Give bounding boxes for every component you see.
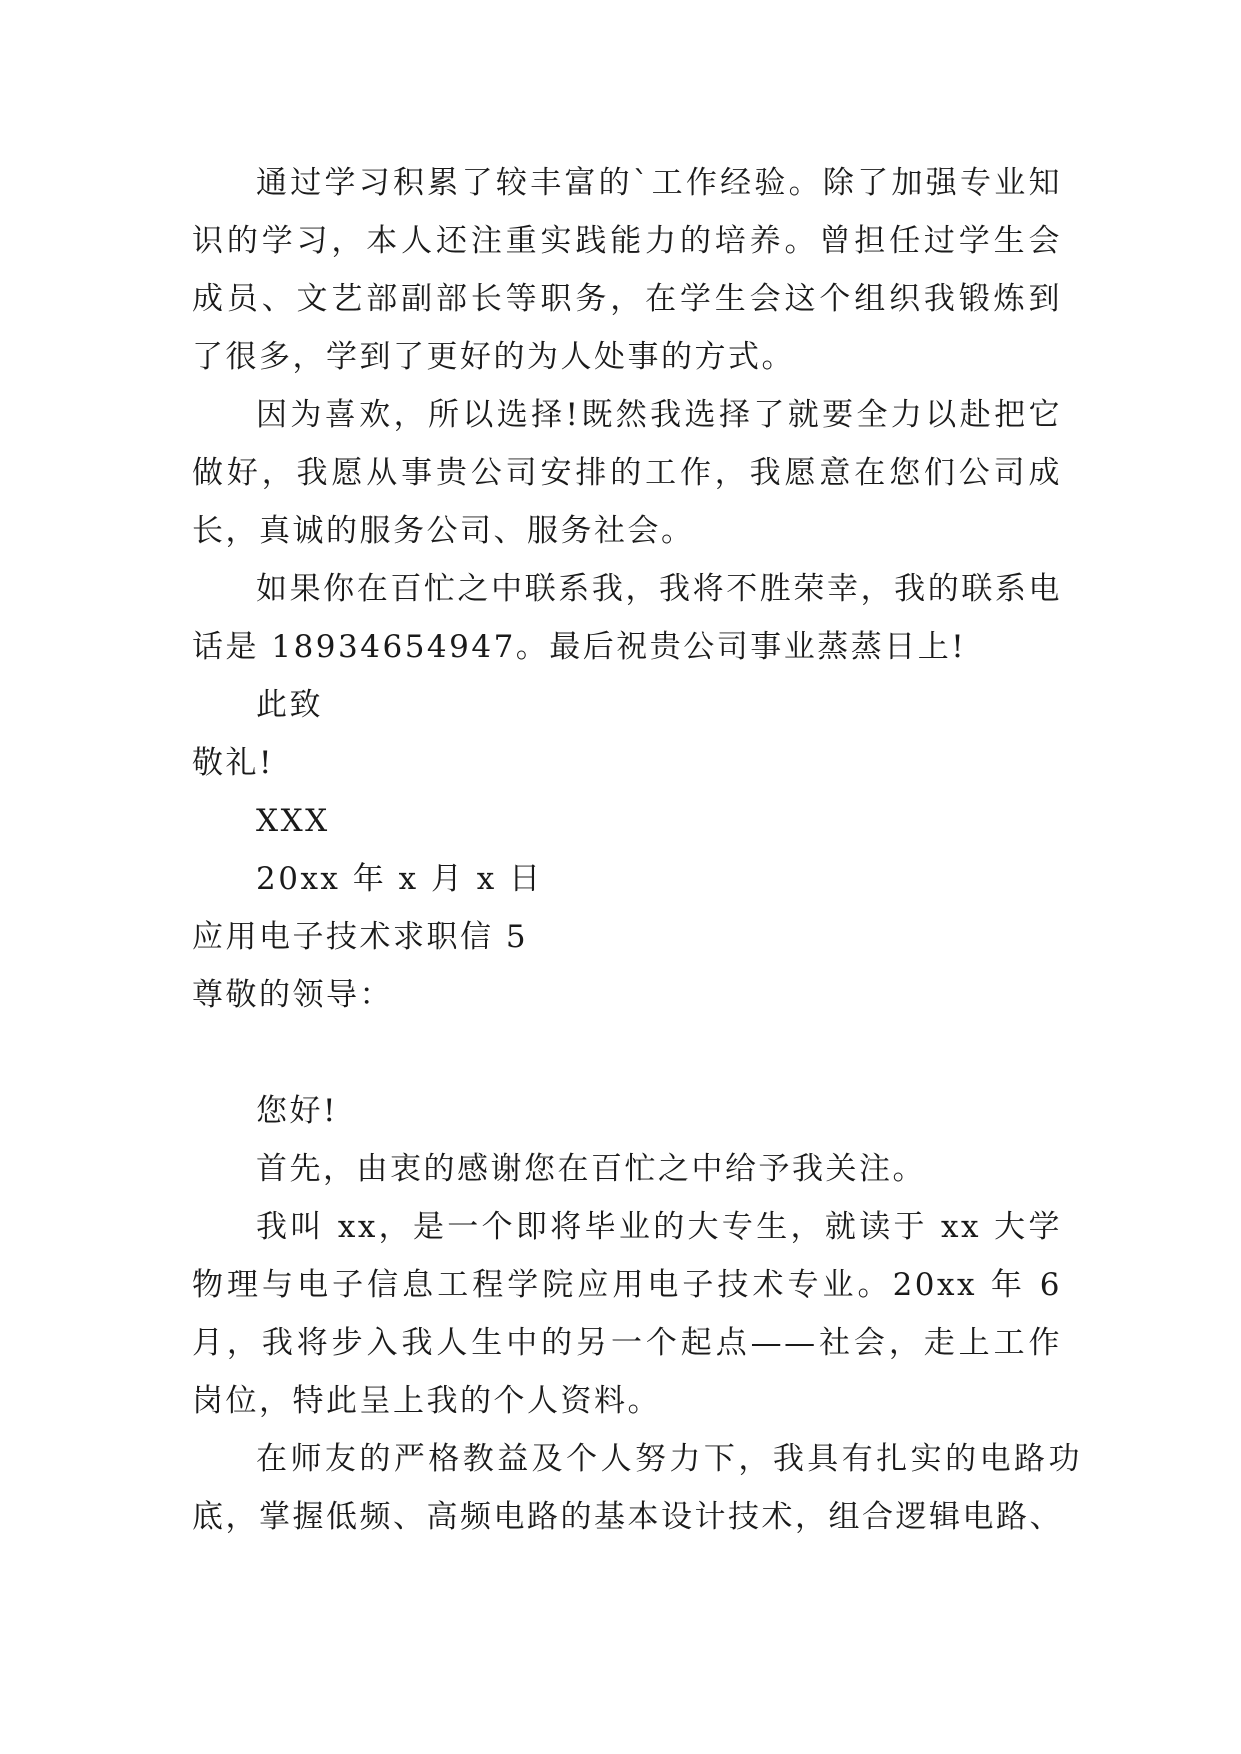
paragraph-contact: 如果你在百忙之中联系我，我将不胜荣幸，我的联系电话是 18934654947。最后祝贵公司事业蒸蒸日上! <box>192 571 1062 665</box>
thanks-line: 首先，由衷的感谢您在百忙之中给予我关注。 <box>256 1151 926 1187</box>
salute-text: 敬礼! <box>192 745 274 781</box>
section-title: 应用电子技术求职信 5 <box>192 919 529 955</box>
greeting-line: 尊敬的领导： <box>192 977 393 1013</box>
letter-date: 20xx 年 x 月 x 日 <box>256 861 543 897</box>
paragraph-skills: 在师友的严格教益及个人努力下，我具有扎实的电路功底，掌握低频、高频电路的基本设计技术，组合逻辑电路、 <box>192 1441 1082 1535</box>
paragraph-introduction: 我叫 xx，是一个即将毕业的大专生，就读于 xx 大学物理与电子信息工程学院应用电子技术专业。20xx 年 6 月，我将步入我人生中的另一个起点——社会，走上工作岗位，特此呈上我的个人资料。 <box>192 1209 1062 1419</box>
closing-text: 此致 <box>256 687 323 723</box>
paragraph-motivation: 因为喜欢，所以选择!既然我选择了就要全力以赴把它做好，我愿从事贵公司安排的工作，我愿意在您们公司成长，真诚的服务公司、服务社会。 <box>192 397 1062 549</box>
signature-name: XXX <box>256 803 330 839</box>
hello-line: 您好! <box>256 1093 338 1129</box>
blank-line <box>192 1024 1062 1082</box>
paragraph-experience: 通过学习积累了较丰富的`工作经验。除了加强专业知识的学习，本人还注重实践能力的培养。曾担任过学生会成员、文艺部副部长等职务，在学生会这个组织我锻炼到了很多，学到了更好的为人处事的方式。 <box>192 165 1062 375</box>
document-body <box>192 154 1082 1546</box>
